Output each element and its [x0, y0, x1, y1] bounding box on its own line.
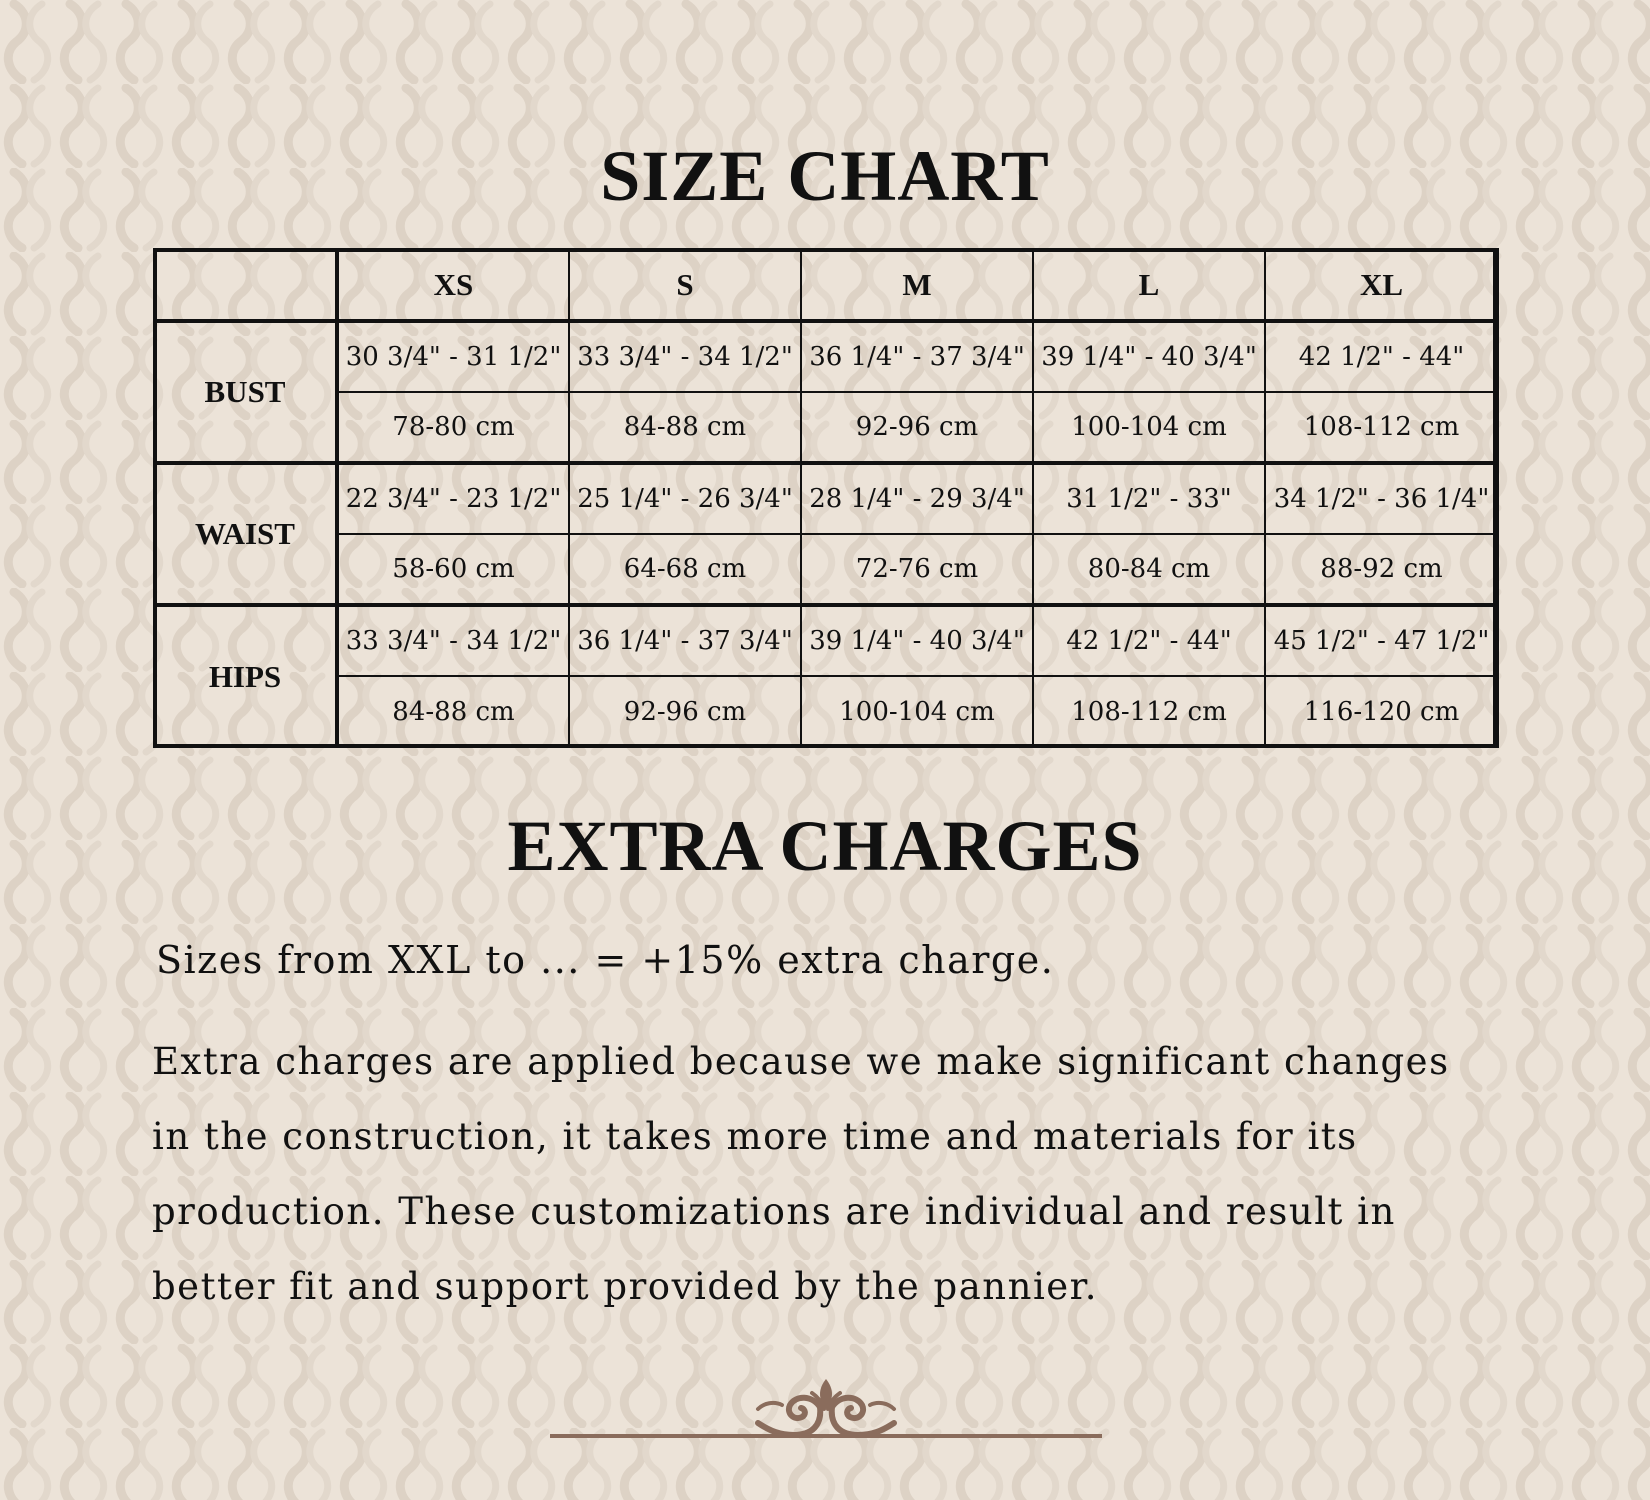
table-cell: 88-92 cm: [1265, 534, 1498, 605]
table-cell: 34 1/2" - 36 1/4": [1265, 463, 1498, 534]
table-cell: 28 1/4" - 29 3/4": [801, 463, 1033, 534]
table-row: [154, 534, 1498, 605]
size-chart-table: [153, 248, 1499, 748]
table-cell: 58-60 cm: [337, 534, 569, 605]
table-cell: 100-104 cm: [1033, 392, 1265, 463]
table-cell: 39 1/4" - 40 3/4": [1033, 321, 1265, 392]
table-row: [154, 392, 1498, 463]
table-cell: 36 1/4" - 37 3/4": [801, 321, 1033, 392]
paragraph-line: in the construction, it takes more time and materials for its: [152, 1115, 1358, 1158]
table-row: [154, 321, 1498, 392]
table-row: [154, 676, 1498, 747]
table-cell: 36 1/4" - 37 3/4": [569, 605, 801, 676]
row-label-waist: WAIST: [154, 463, 337, 605]
table-cell: 45 1/2" - 47 1/2": [1265, 605, 1498, 676]
extra-charges-paragraph: [152, 1024, 1552, 1324]
extra-charges-title: EXTRA CHARGES: [507, 806, 1143, 886]
table-cell: 92-96 cm: [569, 676, 801, 747]
table-row: [154, 605, 1498, 676]
column-header-l: L: [1033, 249, 1265, 321]
table-cell: 72-76 cm: [801, 534, 1033, 605]
table-cell: 92-96 cm: [801, 392, 1033, 463]
scroll-ornament-icon: [550, 1375, 1102, 1445]
table-cell: 100-104 cm: [801, 676, 1033, 747]
table-cell: 84-88 cm: [337, 676, 569, 747]
column-header-xs: XS: [337, 249, 569, 321]
column-header-m: M: [801, 249, 1033, 321]
table-cell: 64-68 cm: [569, 534, 801, 605]
table-header-row: [154, 249, 1498, 321]
table-cell: 30 3/4" - 31 1/2": [337, 321, 569, 392]
table-cell: 33 3/4" - 34 1/2": [337, 605, 569, 676]
table-cell: 116-120 cm: [1265, 676, 1498, 747]
corner-cell: [154, 249, 337, 321]
table-cell: 33 3/4" - 34 1/2": [569, 321, 801, 392]
table-cell: 108-112 cm: [1265, 392, 1498, 463]
table-cell: 31 1/2" - 33": [1033, 463, 1265, 534]
table-cell: 42 1/2" - 44": [1033, 605, 1265, 676]
table-cell: 22 3/4" - 23 1/2": [337, 463, 569, 534]
row-label-hips: HIPS: [154, 605, 337, 747]
table-cell: 84-88 cm: [569, 392, 801, 463]
paragraph-line: Extra charges are applied because we make significant changes: [152, 1040, 1450, 1083]
table-cell: 80-84 cm: [1033, 534, 1265, 605]
paragraph-line: better fit and support provided by the pannier.: [152, 1265, 1099, 1308]
size-chart-title: SIZE CHART: [600, 136, 1050, 216]
paragraph-line: production. These customizations are individual and result in: [152, 1190, 1396, 1233]
table-cell: 42 1/2" - 44": [1265, 321, 1498, 392]
table-cell: 108-112 cm: [1033, 676, 1265, 747]
row-label-bust: BUST: [154, 321, 337, 463]
column-header-xl: XL: [1265, 249, 1498, 321]
table-row: [154, 463, 1498, 534]
column-header-s: S: [569, 249, 801, 321]
table-cell: 39 1/4" - 40 3/4": [801, 605, 1033, 676]
table-cell: 25 1/4" - 26 3/4": [569, 463, 801, 534]
table-cell: 78-80 cm: [337, 392, 569, 463]
xxl-charge-note: Sizes from XXL to ... = +15% extra charge.: [156, 938, 1055, 982]
